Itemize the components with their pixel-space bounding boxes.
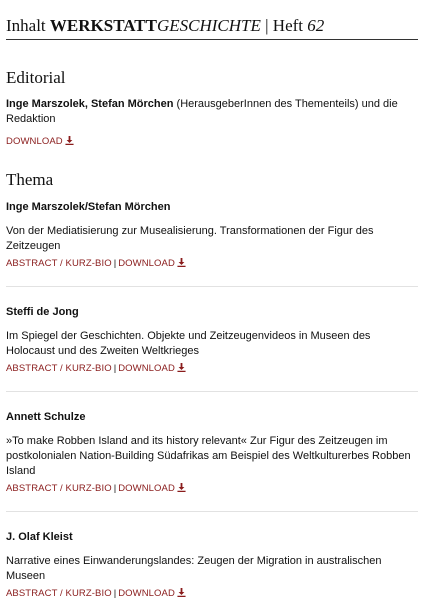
article-links — [6, 482, 418, 495]
download-link[interactable] — [118, 483, 186, 494]
article-author: Annett Schulze — [6, 411, 86, 423]
download-label: DOWNLOAD — [118, 363, 175, 374]
download-label: DOWNLOAD — [118, 258, 175, 269]
link-separator: | — [113, 363, 117, 374]
download-icon — [177, 588, 186, 597]
article-title: Im Spiegel der Geschichten. Objekte und Zeitzeugenvideos in Museen des Holocaust und des Zweiten Weltkrieges — [6, 330, 371, 357]
header-brand-bold: WERKSTATT — [49, 16, 157, 35]
article-links — [6, 587, 418, 600]
download-label: DOWNLOAD — [118, 588, 175, 599]
editorial-links — [6, 135, 418, 148]
editorial-role: (HerausgeberInnen des Thementeils) und die Redaktion — [6, 98, 398, 125]
download-link[interactable] — [118, 588, 186, 599]
editorial-download-label: DOWNLOAD — [6, 136, 63, 147]
abstract-link[interactable]: ABSTRACT / KURZ-BIO — [6, 363, 112, 374]
article-entry — [6, 305, 418, 392]
editorial-entry — [6, 97, 418, 148]
article-entry — [6, 200, 418, 287]
abstract-link[interactable]: ABSTRACT / KURZ-BIO — [6, 483, 112, 494]
download-link[interactable] — [118, 363, 186, 374]
article-title: »To make Robben Island and its history relevant« Zur Figur des Zeitzeugen im postkolonialen Nation-Building Südafrikas am Beispiel des Weltkulturerbes Robben Island — [6, 435, 411, 477]
article-author: Steffi de Jong — [6, 306, 79, 318]
editorial-title: Editorial — [6, 68, 66, 87]
download-icon — [65, 136, 74, 145]
abstract-link[interactable]: ABSTRACT / KURZ-BIO — [6, 258, 112, 269]
article-author: Inge Marszolek/Stefan Mörchen — [6, 201, 171, 213]
header-brand-italic: GESCHICHTE — [156, 16, 261, 35]
header-prefix: Inhalt — [6, 16, 50, 35]
article-links — [6, 257, 418, 270]
editorial-authors: Inge Marszolek, Stefan Mörchen — [6, 98, 174, 110]
link-separator: | — [113, 258, 117, 269]
header-issue-number: 62 — [307, 16, 325, 35]
article-title: Von der Mediatisierung zur Musealisierung. Transformationen der Figur des Zeitzeugen — [6, 225, 374, 252]
download-link[interactable] — [118, 258, 186, 269]
link-separator: | — [113, 483, 117, 494]
article-author: J. Olaf Kleist — [6, 531, 73, 543]
header-divider: | Heft — [260, 16, 308, 35]
editorial-credit — [6, 97, 418, 127]
download-label: DOWNLOAD — [118, 483, 175, 494]
article-title: Narrative eines Einwanderungslandes: Zeugen der Migration in australischen Museen — [6, 555, 382, 582]
download-icon — [177, 483, 186, 492]
page-header — [6, 0, 418, 40]
download-icon — [177, 363, 186, 372]
thema-title: Thema — [6, 170, 54, 189]
article-entry — [6, 410, 418, 512]
link-separator: | — [113, 588, 117, 599]
editorial-download-link[interactable] — [6, 136, 74, 147]
abstract-link[interactable]: ABSTRACT / KURZ-BIO — [6, 588, 112, 599]
article-links — [6, 362, 418, 375]
download-icon — [177, 258, 186, 267]
article-entry — [6, 530, 418, 616]
